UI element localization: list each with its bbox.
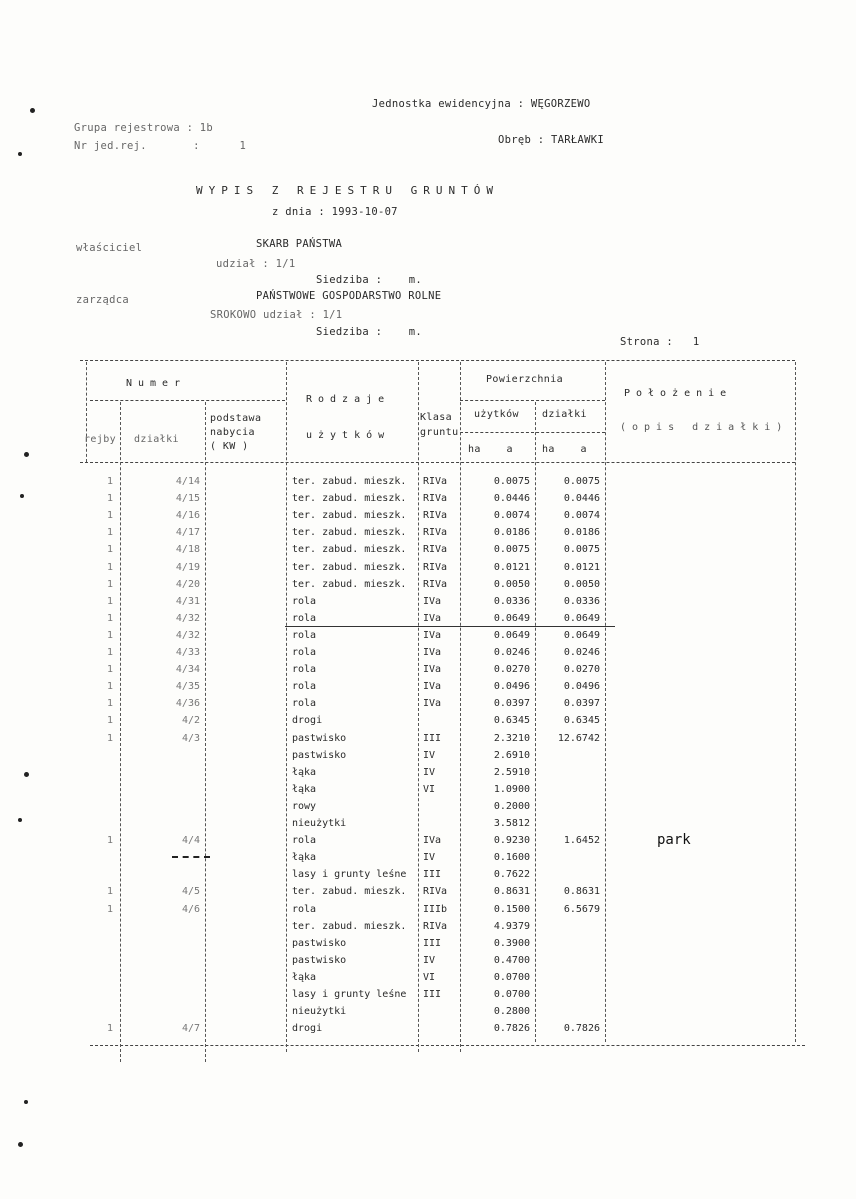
table-row xyxy=(0,784,856,801)
row-pow-dzialki: 1.6452 xyxy=(563,835,600,847)
binder-mark xyxy=(18,1142,23,1147)
row-pow-dzialki: 0.0075 xyxy=(563,544,600,556)
row-pow-dzialki: 0.0336 xyxy=(563,595,600,607)
row-klasa: IVa xyxy=(423,835,442,847)
row-klasa: RIVa xyxy=(423,578,448,590)
row-rejestr: 1 xyxy=(106,732,114,744)
page-number: Strona : 1 xyxy=(620,336,700,348)
row-klasa: IVa xyxy=(423,664,442,676)
table-row xyxy=(0,630,856,647)
row-pow-uzytkow: 0.0186 xyxy=(493,527,530,539)
table-row xyxy=(0,544,856,561)
row-dzialka: 4/16 xyxy=(175,510,200,522)
row-pow-uzytkow: 0.9230 xyxy=(493,835,530,847)
header-rej: rejby xyxy=(84,434,117,445)
table-row xyxy=(0,613,856,630)
row-rodzaj: rola xyxy=(292,664,317,676)
table-bottom-border xyxy=(90,1045,805,1046)
row-klasa: RIVa xyxy=(423,886,448,898)
row-dzialka: 4/15 xyxy=(175,493,200,505)
table-row xyxy=(0,510,856,527)
row-dzialka: 4/35 xyxy=(175,681,200,693)
row-rejestr: 1 xyxy=(106,493,114,505)
strikethrough-line xyxy=(285,626,615,627)
row-klasa: IVa xyxy=(423,612,442,624)
row-pow-dzialki: 0.0496 xyxy=(563,681,600,693)
row-pow-dzialki: 0.0075 xyxy=(563,476,600,487)
row-pow-dzialki: 0.0397 xyxy=(563,698,600,710)
row-pow-uzytkow: 2.3210 xyxy=(493,732,530,744)
wlasciciel-siedziba: Siedziba : m. xyxy=(316,274,422,286)
row-rodzaj: rola xyxy=(292,612,317,624)
document-title: WYPIS Z REJESTRU GRUNTÓW xyxy=(196,184,499,197)
table-header-bottom xyxy=(80,462,795,463)
table-row xyxy=(0,938,856,955)
row-pow-uzytkow: 0.7826 xyxy=(493,1023,530,1035)
row-klasa: IV xyxy=(423,954,436,966)
zarzadca-siedziba: Siedziba : m. xyxy=(316,326,422,338)
obreb: Obręb : TARŁAWKI xyxy=(498,134,604,146)
row-rodzaj: łąka xyxy=(292,971,317,983)
row-rodzaj: ter. zabud. mieszk. xyxy=(292,886,407,898)
row-rodzaj: lasy i grunty leśne xyxy=(292,989,407,1000)
row-rejestr: 1 xyxy=(106,544,114,556)
binder-mark xyxy=(24,452,29,457)
row-pow-uzytkow: 0.0496 xyxy=(493,681,530,693)
row-pow-dzialki: 0.0649 xyxy=(563,629,600,641)
table-row xyxy=(0,664,856,681)
row-pow-uzytkow: 0.1500 xyxy=(493,903,530,915)
row-dzialka: 4/34 xyxy=(175,664,200,676)
row-pow-uzytkow: 0.2000 xyxy=(493,800,530,812)
table-header-line xyxy=(460,400,605,401)
table-row xyxy=(0,886,856,903)
table-header-line xyxy=(460,432,605,433)
row-pow-dzialki: 6.5679 xyxy=(563,903,600,915)
row-rejestr: 1 xyxy=(106,1023,114,1035)
binder-mark xyxy=(18,152,22,156)
col-divider xyxy=(86,362,87,462)
table-row xyxy=(0,493,856,510)
table-row xyxy=(0,869,856,886)
row-pow-uzytkow: 0.4700 xyxy=(493,954,530,966)
table-row xyxy=(0,647,856,664)
row-rejestr: 1 xyxy=(106,835,114,847)
header-podstawa: podstawa nabycia ( KW ) xyxy=(210,413,262,452)
row-pow-uzytkow: 0.0075 xyxy=(493,476,530,487)
table-row xyxy=(0,698,856,715)
row-rejestr: 1 xyxy=(106,561,114,573)
table-row xyxy=(0,818,856,835)
row-rodzaj: ter. zabud. mieszk. xyxy=(292,920,407,932)
row-rejestr: 1 xyxy=(106,476,114,487)
row-dzialka: 4/14 xyxy=(175,476,200,487)
handwritten-underline xyxy=(172,856,210,858)
row-klasa: III xyxy=(423,869,442,881)
row-rejestr: 1 xyxy=(106,578,114,590)
binder-mark xyxy=(24,1100,28,1104)
handwritten-annotation: park xyxy=(657,832,691,848)
header-powierzchnia: Powierzchnia xyxy=(486,374,564,385)
row-dzialka: 4/33 xyxy=(175,647,200,658)
table-row xyxy=(0,733,856,750)
jednostka-ewidencyjna: Jednostka ewidencyjna : WĘGORZEWO xyxy=(372,98,591,110)
row-pow-dzialki: 0.8631 xyxy=(563,886,600,898)
row-pow-uzytkow: 0.8631 xyxy=(493,886,530,898)
header-numer: Numer xyxy=(126,378,187,389)
row-klasa: III xyxy=(423,989,442,1000)
row-dzialka: 4/32 xyxy=(175,612,200,624)
row-pow-uzytkow: 2.5910 xyxy=(493,766,530,778)
row-rejestr: 1 xyxy=(106,647,114,658)
row-pow-dzialki: 0.6345 xyxy=(563,715,600,727)
row-rodzaj: ter. zabud. mieszk. xyxy=(292,561,407,573)
row-dzialka: 4/36 xyxy=(175,698,200,710)
table-row xyxy=(0,801,856,818)
row-rodzaj: rola xyxy=(292,698,317,710)
row-pow-uzytkow: 0.0700 xyxy=(493,971,530,983)
document-date: z dnia : 1993-10-07 xyxy=(272,206,398,218)
table-top-border xyxy=(80,360,795,361)
row-klasa: IV xyxy=(423,852,436,864)
row-dzialka: 4/6 xyxy=(181,903,200,915)
row-dzialka: 4/17 xyxy=(175,527,200,539)
header-dzialki-col: działki xyxy=(542,409,587,420)
row-klasa: RIVa xyxy=(423,510,448,522)
row-klasa: RIVa xyxy=(423,527,448,539)
row-klasa: IVa xyxy=(423,595,442,607)
row-klasa: RIVa xyxy=(423,561,448,573)
row-dzialka: 4/3 xyxy=(181,732,200,744)
row-pow-uzytkow: 0.0649 xyxy=(493,629,530,641)
row-pow-uzytkow: 0.7622 xyxy=(493,869,530,881)
row-klasa: III xyxy=(423,937,442,949)
table-row xyxy=(0,921,856,938)
row-rejestr: 1 xyxy=(106,629,114,641)
row-rejestr: 1 xyxy=(106,681,114,693)
row-pow-uzytkow: 0.6345 xyxy=(493,715,530,727)
row-rodzaj: rola xyxy=(292,595,317,607)
zarzadca-name: PAŃSTWOWE GOSPODARSTWO ROLNE xyxy=(256,290,442,302)
row-rodzaj: ter. zabud. mieszk. xyxy=(292,527,407,539)
table-row xyxy=(0,904,856,921)
header-ha-a-dzialki: ha a xyxy=(542,444,587,455)
grupa-rejestrowa: Grupa rejestrowa : 1b xyxy=(74,122,214,134)
row-rodzaj: pastwisko xyxy=(292,749,347,761)
row-pow-uzytkow: 3.5812 xyxy=(493,818,530,829)
row-pow-uzytkow: 0.0050 xyxy=(493,578,530,590)
row-rodzaj: lasy i grunty leśne xyxy=(292,869,407,881)
row-rodzaj: nieużytki xyxy=(292,1006,347,1018)
row-dzialka: 4/19 xyxy=(175,561,200,573)
row-klasa: VI xyxy=(423,971,436,983)
row-klasa: IV xyxy=(423,749,436,761)
table-row xyxy=(0,715,856,732)
table-row xyxy=(0,972,856,989)
wlasciciel-label: właściciel xyxy=(76,242,143,254)
row-klasa: VI xyxy=(423,783,436,795)
row-rejestr: 1 xyxy=(106,612,114,624)
row-pow-uzytkow: 0.0075 xyxy=(493,544,530,556)
row-klasa: RIVa xyxy=(423,493,448,505)
row-pow-dzialki: 12.6742 xyxy=(557,732,600,744)
row-dzialka: 4/2 xyxy=(181,715,200,727)
header-polozenie: Położenie xyxy=(624,388,733,399)
row-pow-dzialki: 0.0074 xyxy=(563,510,600,522)
row-rodzaj: łąka xyxy=(292,852,317,864)
row-pow-uzytkow: 0.2800 xyxy=(493,1006,530,1018)
row-pow-dzialki: 0.7826 xyxy=(563,1023,600,1035)
row-rodzaj: drogi xyxy=(292,1023,323,1035)
row-rodzaj: pastwisko xyxy=(292,732,347,744)
row-dzialka: 4/4 xyxy=(181,835,200,847)
row-rejestr: 1 xyxy=(106,698,114,710)
row-dzialka: 4/20 xyxy=(175,578,200,590)
row-rodzaj: ter. zabud. mieszk. xyxy=(292,510,407,522)
header-dzialki: działki xyxy=(134,434,179,445)
row-rejestr: 1 xyxy=(106,715,114,727)
table-header-line xyxy=(90,400,285,401)
row-rodzaj: ter. zabud. mieszk. xyxy=(292,544,407,556)
row-pow-uzytkow: 0.0700 xyxy=(493,989,530,1000)
row-rejestr: 1 xyxy=(106,664,114,676)
row-klasa: III xyxy=(423,732,442,744)
row-pow-dzialki: 0.0121 xyxy=(563,561,600,573)
row-dzialka: 4/5 xyxy=(181,886,200,898)
row-pow-dzialki: 0.0270 xyxy=(563,664,600,676)
row-klasa: IV xyxy=(423,766,436,778)
row-rodzaj: drogi xyxy=(292,715,323,727)
row-pow-dzialki: 0.0649 xyxy=(563,612,600,624)
table-row xyxy=(0,750,856,767)
row-dzialka: 4/18 xyxy=(175,544,200,556)
row-rodzaj: rola xyxy=(292,681,317,693)
row-rodzaj: łąka xyxy=(292,783,317,795)
row-rejestr: 1 xyxy=(106,903,114,915)
row-pow-uzytkow: 0.0246 xyxy=(493,647,530,658)
row-pow-uzytkow: 0.0336 xyxy=(493,595,530,607)
row-pow-dzialki: 0.0446 xyxy=(563,493,600,505)
row-rodzaj: nieużytki xyxy=(292,818,347,829)
row-rejestr: 1 xyxy=(106,595,114,607)
row-pow-uzytkow: 2.6910 xyxy=(493,749,530,761)
row-pow-uzytkow: 0.3900 xyxy=(493,937,530,949)
row-rejestr: 1 xyxy=(106,527,114,539)
row-rodzaj: ter. zabud. mieszk. xyxy=(292,578,407,590)
row-pow-uzytkow: 0.1600 xyxy=(493,852,530,864)
row-pow-dzialki: 0.0246 xyxy=(563,647,600,658)
row-rejestr: 1 xyxy=(106,510,114,522)
nr-jed-rej: Nr jed.rej. : 1 xyxy=(74,140,247,152)
row-rodzaj: rola xyxy=(292,629,317,641)
row-klasa: RIVa xyxy=(423,544,448,556)
row-dzialka: 4/7 xyxy=(181,1023,200,1035)
table-row xyxy=(0,955,856,972)
row-klasa: IIIb xyxy=(423,903,448,915)
row-klasa: IVa xyxy=(423,698,442,710)
table-row xyxy=(0,767,856,784)
row-pow-uzytkow: 0.0121 xyxy=(493,561,530,573)
row-pow-dzialki: 0.0050 xyxy=(563,578,600,590)
table-row xyxy=(0,596,856,613)
row-klasa: IVa xyxy=(423,681,442,693)
row-pow-uzytkow: 0.0446 xyxy=(493,493,530,505)
row-pow-uzytkow: 0.0397 xyxy=(493,698,530,710)
row-rodzaj: rola xyxy=(292,835,317,847)
row-rejestr: 1 xyxy=(106,886,114,898)
table-row xyxy=(0,852,856,869)
table-row xyxy=(0,835,856,852)
table-row xyxy=(0,579,856,596)
table-row xyxy=(0,989,856,1006)
row-klasa: IVa xyxy=(423,647,442,658)
row-rodzaj: łąka xyxy=(292,766,317,778)
row-rodzaj: pastwisko xyxy=(292,954,347,966)
row-pow-uzytkow: 1.0900 xyxy=(493,783,530,795)
header-opis: (opis działki) xyxy=(620,422,789,433)
table-row xyxy=(0,562,856,579)
wlasciciel-udzial: udział : 1/1 xyxy=(216,258,296,270)
row-klasa: RIVa xyxy=(423,476,448,487)
row-rodzaj: rola xyxy=(292,647,317,658)
zarzadca-udzial: SROKOWO udział : 1/1 xyxy=(210,309,343,321)
row-pow-uzytkow: 0.0649 xyxy=(493,612,530,624)
table-row xyxy=(0,1006,856,1023)
row-pow-dzialki: 0.0186 xyxy=(563,527,600,539)
row-rodzaj: ter. zabud. mieszk. xyxy=(292,476,407,487)
header-uzytkow-col: użytków xyxy=(474,409,519,420)
row-pow-uzytkow: 0.0270 xyxy=(493,664,530,676)
table-row xyxy=(0,1023,856,1040)
row-klasa: IVa xyxy=(423,629,442,641)
row-dzialka: 4/32 xyxy=(175,629,200,641)
header-rodzaje: Rodzaje xyxy=(306,394,391,405)
wlasciciel-name: SKARB PAŃSTWA xyxy=(256,238,343,250)
table-row xyxy=(0,476,856,493)
header-ha-a-uzytkow: ha a xyxy=(468,444,513,455)
table-row xyxy=(0,527,856,544)
zarzadca-label: zarządca xyxy=(76,294,129,306)
binder-mark xyxy=(30,108,35,113)
header-klasa: Klasa gruntu xyxy=(420,412,459,438)
row-rodzaj: rola xyxy=(292,903,317,915)
row-pow-uzytkow: 4.9379 xyxy=(493,920,530,932)
row-rodzaj: pastwisko xyxy=(292,937,347,949)
row-pow-uzytkow: 0.0074 xyxy=(493,510,530,522)
header-uzytkow: użytków xyxy=(306,430,391,441)
row-rodzaj: ter. zabud. mieszk. xyxy=(292,493,407,505)
row-dzialka: 4/31 xyxy=(175,595,200,607)
row-rodzaj: rowy xyxy=(292,800,317,812)
row-klasa: RIVa xyxy=(423,920,448,932)
table-row xyxy=(0,681,856,698)
